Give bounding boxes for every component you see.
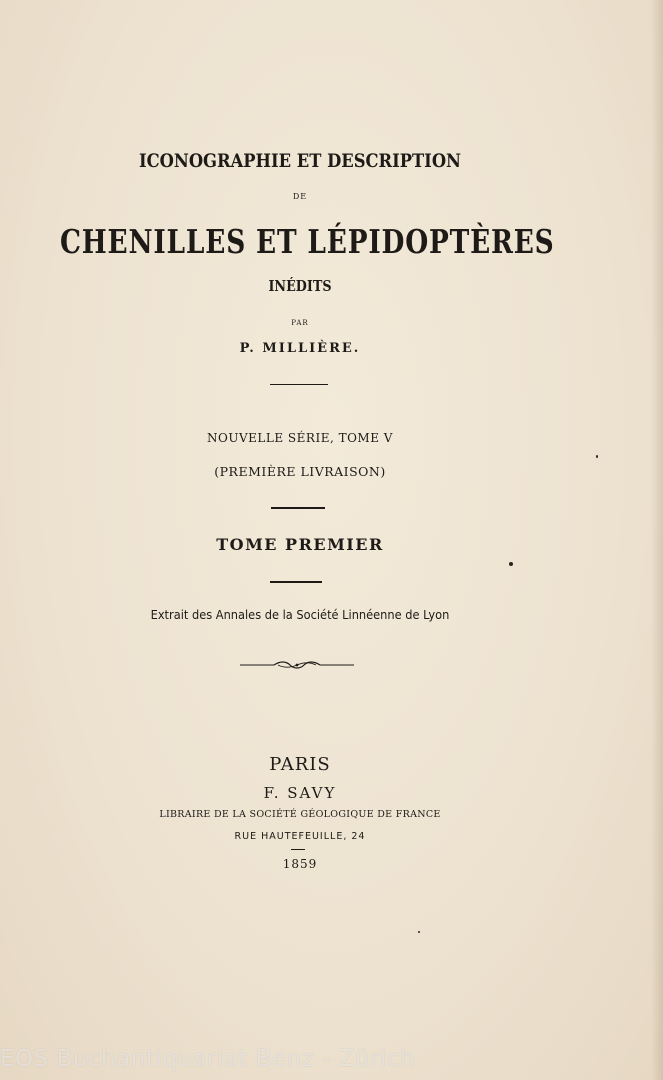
watermark: EOS Buchantiquariat Benz - Zürich (0, 1046, 416, 1072)
year: 1859 (282, 857, 318, 871)
paper-speck (596, 455, 598, 458)
city: PARIS (269, 754, 331, 775)
page-edge-shadow (651, 0, 663, 1080)
address: RUE HAUTEFEUILLE, 24 (234, 831, 366, 842)
author: P. MILLIÈRE. (239, 341, 361, 356)
divider-3 (270, 581, 322, 583)
tome-premier: TOME PREMIER (216, 535, 384, 554)
subtitle-inedits: INÉDITS (268, 277, 332, 295)
divider-4 (291, 849, 305, 850)
par-label: PAR (291, 319, 309, 327)
title-line-1: ICONOGRAPHIE ET DESCRIPTION (139, 150, 461, 172)
publisher: F. SAVY (263, 784, 337, 802)
paper-speck (418, 931, 420, 933)
publisher-description: LIBRAIRE DE LA SOCIÉTÉ GÉOLOGIQUE DE FRANCE (159, 809, 441, 820)
series-line: NOUVELLE SÉRIE, TOME V (207, 431, 393, 445)
paper-speck (509, 562, 513, 566)
divider-1 (270, 384, 328, 385)
divider-2 (271, 507, 325, 509)
extract-note: Extrait des Annales de la Société Linnéenne de Lyon (150, 608, 450, 622)
main-title: CHENILLES ET LÉPIDOPTÈRES (60, 222, 555, 261)
title-line-de: DE (292, 192, 308, 201)
livraison-line: (PREMIÈRE LIVRAISON) (214, 464, 386, 479)
ornament-divider (240, 659, 354, 671)
